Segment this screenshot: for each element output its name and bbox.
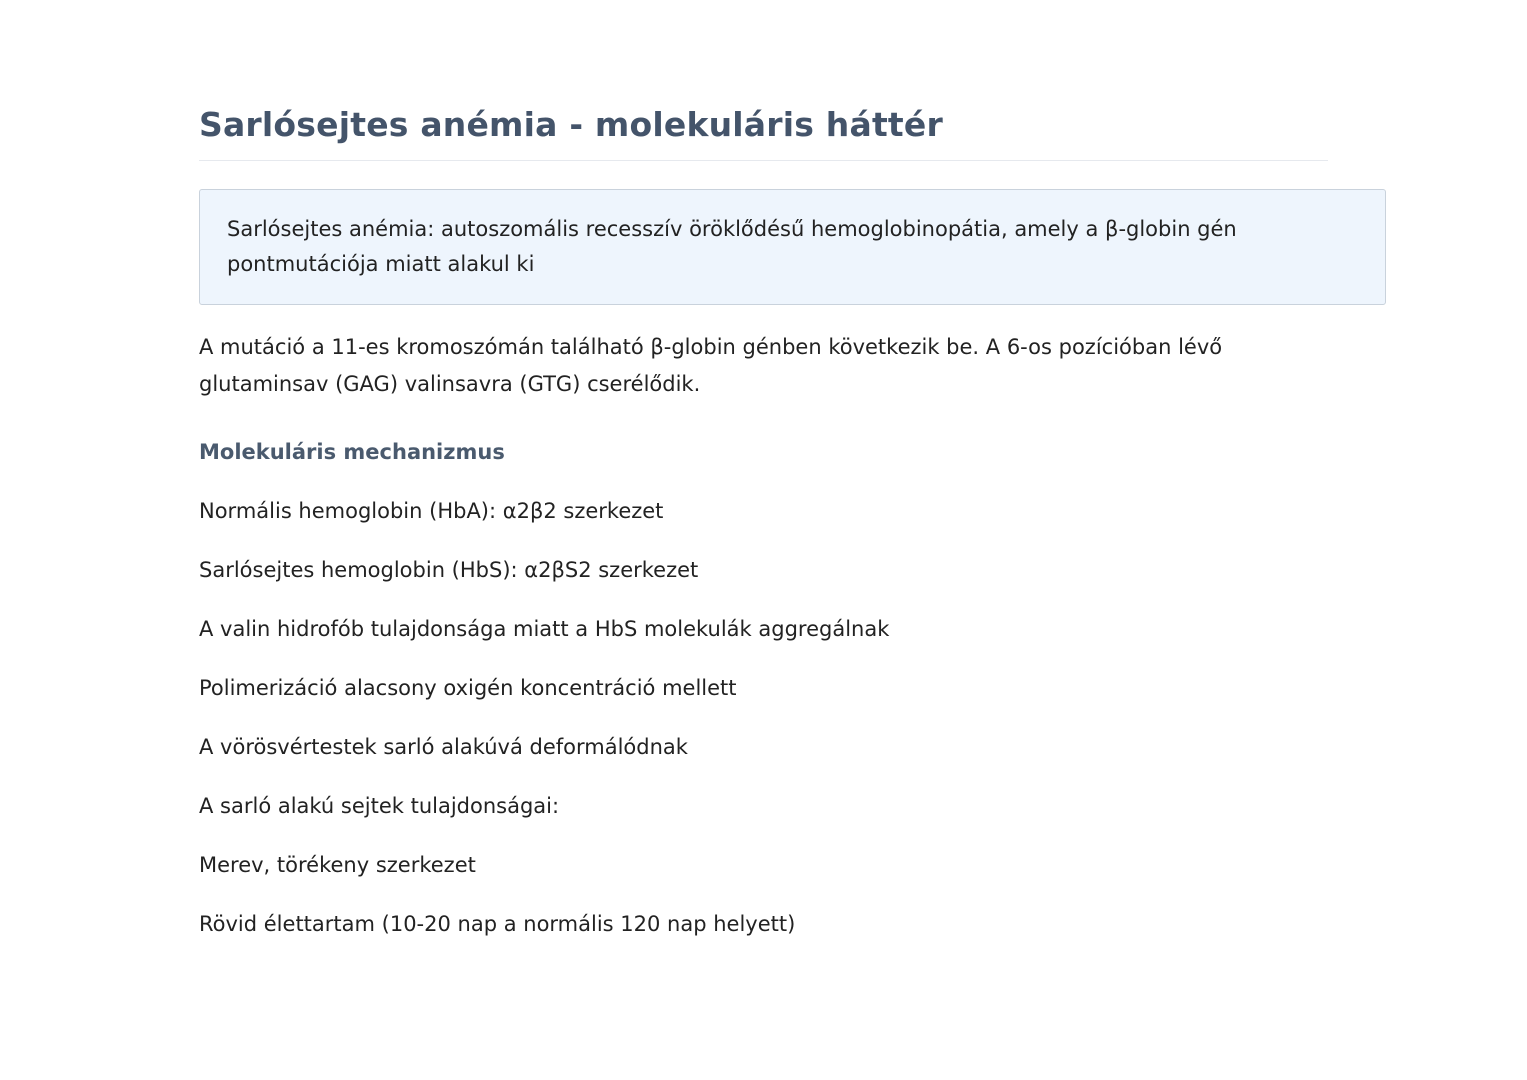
text-line-lifespan: Rövid élettartam (10-20 nap a normális 120 nap helyett) (199, 912, 796, 936)
section-heading: Molekuláris mechanizmus (199, 440, 505, 464)
text-line-polymerization: Polimerizáció alacsony oxigén koncentráció mellett (199, 676, 737, 700)
text-line-hba: Normális hemoglobin (HbA): α2β2 szerkezet (199, 499, 664, 523)
definition-callout: Sarlósejtes anémia: autoszomális recesszív öröklődésű hemoglobinopátia, amely a β-globin gén pontmutációja miatt alakul ki (199, 189, 1386, 305)
title-divider (199, 160, 1328, 161)
text-line-hbs: Sarlósejtes hemoglobin (HbS): α2βS2 szerkezet (199, 558, 699, 582)
text-line-properties: A sarló alakú sejtek tulajdonságai: (199, 794, 560, 818)
text-line-valine: A valin hidrofób tulajdonsága miatt a HbS molekulák aggregálnak (199, 617, 890, 641)
page-title: Sarlósejtes anémia - molekuláris háttér (199, 105, 943, 144)
document-page (199, 100, 1385, 939)
text-line-rigid: Merev, törékeny szerkezet (199, 853, 476, 877)
text-line-deformation: A vörösvértestek sarló alakúvá deformálódnak (199, 735, 688, 759)
intro-paragraph: A mutáció a 11-es kromoszómán található β-globin génben következik be. A 6-os pozícióban lévő glutaminsav (GAG) valinsavra (GTG) cserélődik. (199, 335, 1223, 396)
